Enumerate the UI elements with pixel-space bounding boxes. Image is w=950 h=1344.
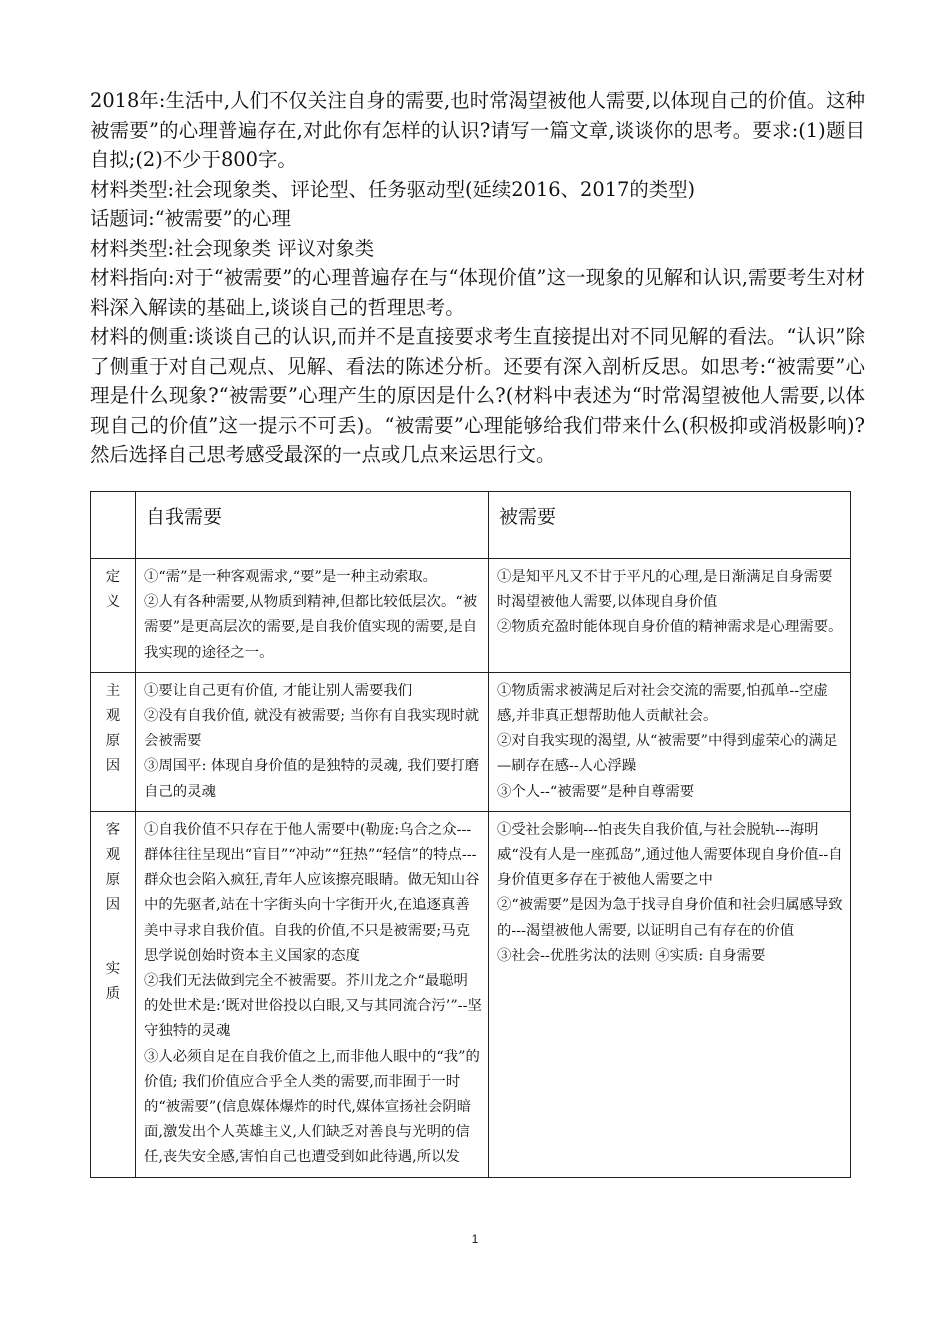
definition-self-cell: ①“需”是一种客观需求,“要”是一种主动索取。 ②人有各种需要,从物质到精神,但都比较低层次。“被需要”是更高层次的需要,是自我价值实现的需要,是自我实现的途径之一。 [136,559,489,673]
material-direction: 材料指向:对于“被需要”的心理普遍存在与“体现价值”这一现象的见解和认识,需要考生对材料深入解读的基础上,谈谈自己的哲理思考。 [90,266,865,319]
topic-line: 话题词:“被需要”的心理 [90,207,291,230]
intro-text [90,86,865,470]
material-emphasis: 材料的侧重:谈谈自己的认识,而并不是直接要求考生直接提出对不同见解的看法。“认识”除了侧重于对自己观点、见解、看法的陈述分析。还要有深入剖析反思。如思考:“被需要”心理是什么现象?“被需要”心理产生的原因是什么?(材料中表述为“时常渴望被他人需要,以体现自己的价值”这一提示不可丢)。“被需要”心理能够给我们带来什么(积极抑或消极影响)?然后选择自己思考感受最深的一点或几点来运思行文。 [90,325,865,466]
subjective-self-cell: ①要让自己更有价值, 才能让别人需要我们 ②没有自我价值, 就没有被需要; 当你有自我实现时就会被需要 ③周国平: 体现自身价值的是独特的灵魂, 我们要打磨自己的灵魂 [136,672,489,811]
definition-needed-cell: ①是知平凡又不甘于平凡的心理,是日渐满足自身需要时渴望被他人需要,以体现自身价值 ②物质充盈时能体现自身价值的精神需求是心理需要。 [489,559,851,673]
row-label-objective: 客 观 原 因 实 质 [91,811,136,1177]
material-type-line: 材料类型:社会现象类、评论型、任务驱动型(延续2016、2017的类型) [90,177,696,201]
page-number: 1 [471,1232,479,1246]
header-corner [91,492,136,559]
table-header-row [91,492,851,559]
row-label-definition: 定 义 [91,559,136,673]
objective-self-cell: ①自我价值不只存在于他人需要中(勒庞:乌合之众---群体往往呈现出“盲目”“冲动”“狂热”“轻信”的特点---群众也会陷入疯狂,青年人应该擦亮眼睛。做无知山谷中的先驱者,站在十字街头向十字街开火,在追逐真善美中寻求自我价值。自我的价值,不只是被需要;马克思学说创始时资本主义国家的态度 ②我们无法做到完全不被需要。芥川龙之介“最聪明的处世术是:‘既对世俗投以白眼,又与其同流合污’”--坚守独特的灵魂 ③人必须自足在自我价值之上,而非他人眼中的“我”的价值; 我们价值应合乎全人类的需要,而非囿于一时的“被需要”(信息媒体爆炸的时代,媒体宣扬社会阴暗面,激发出个人英雄主义,人们缺乏对善良与光明的信任,丧失安全感,害怕自己也遭受到如此待遇,所以发 [136,811,489,1177]
row-label-subjective: 主 观 原 因 [91,672,136,811]
label-spacer [93,919,133,957]
header-being-needed: 被需要 [489,492,851,559]
essay-prompt: 2018年:生活中,人们不仅关注自身的需要,也时常渴望被他人需要,以体现自己的价值。这种被需要”的心理普遍存在,对此你有怎样的认识?请写一篇文章,谈谈你的思考。要求:(1)题目自拟;(2)不少于800字。 [90,89,865,171]
header-self-need: 自我需要 [136,492,489,559]
material-type-line-2: 材料类型:社会现象类 评议对象类 [90,236,375,260]
table-row-subjective [91,672,851,811]
table-row-definition [91,559,851,673]
comparison-table [90,491,851,1178]
subjective-needed-cell: ①物质需求被满足后对社会交流的需要,怕孤单--空虚感,并非真正想帮助他人贡献社会。 ②对自我实现的渴望, 从“被需要”中得到虚荣心的满足—刷存在感--人心浮躁 ③个人--“被需要”是种自尊需要 [489,672,851,811]
objective-needed-cell: ①受社会影响---怕丧失自我价值,与社会脱轨---海明威“没有人是一座孤岛”,通过他人需要体现自身价值--自身价值更多存在于被他人需要之中 ②“被需要”是因为急于找寻自身价值和社会归属感导致的---渴望被他人需要, 以证明自己有存在的价值 ③社会--优胜劣汰的法则 ④实质: 自身需要 [489,811,851,1177]
table-row-objective [91,811,851,1177]
